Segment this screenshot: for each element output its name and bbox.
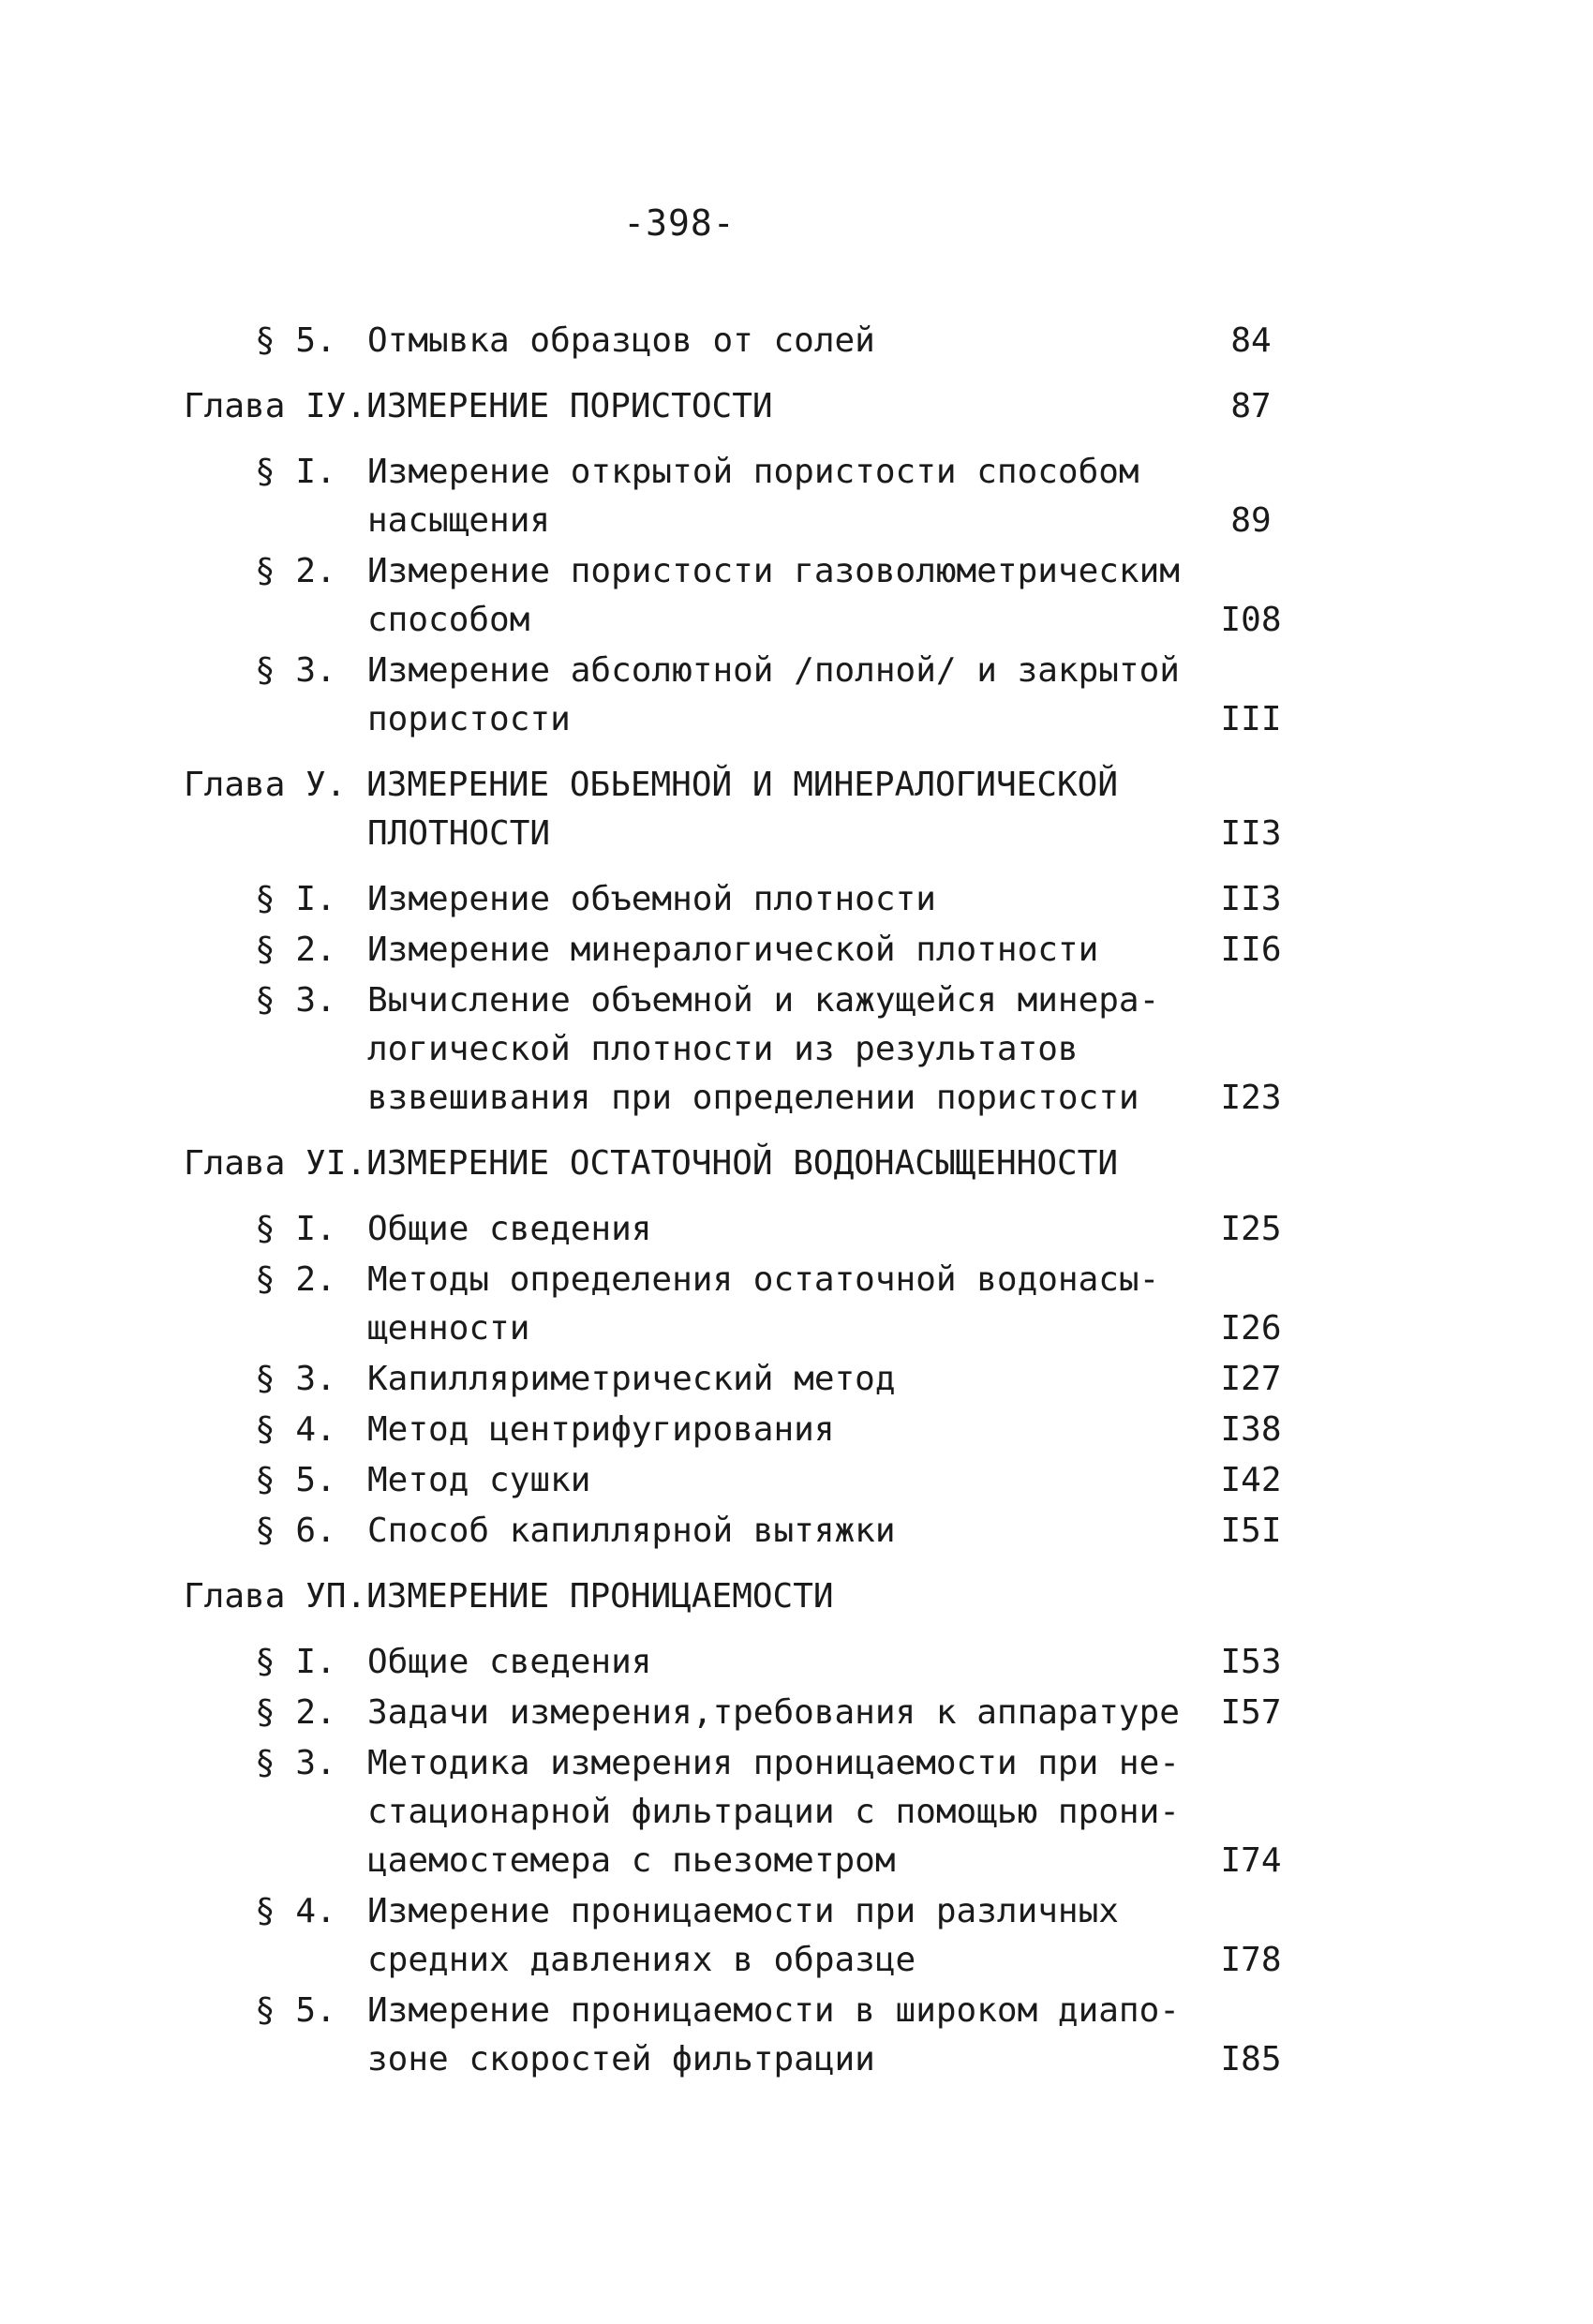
entry-title: Методика измерения проницаемости при не- стационарной фильтрации с помощью прони- цаемостемера с пьезометром <box>367 1744 1180 1880</box>
paragraph-label: § 3. <box>255 1360 336 1398</box>
entry-page: I78 <box>1220 1941 1282 1979</box>
paragraph-label: § 5. <box>255 1461 336 1499</box>
toc-entry <box>0 1887 1593 1985</box>
paragraph-label: § 3. <box>255 651 336 690</box>
entry-title: Измерение объемной плотности <box>367 880 936 918</box>
paragraph-label: § 2. <box>255 1693 336 1732</box>
toc-entry <box>0 926 1593 975</box>
toc-entry <box>0 1205 1593 1254</box>
entry-page: I42 <box>1220 1461 1282 1499</box>
entry-page: I57 <box>1220 1693 1282 1732</box>
paragraph-label: § 2. <box>255 1260 336 1299</box>
paragraph-label: § 6. <box>255 1512 336 1550</box>
paragraph-label: § 3. <box>255 981 336 1020</box>
paragraph-label: § 3. <box>255 1744 336 1782</box>
toc-entry <box>0 1507 1593 1556</box>
entry-page: II6 <box>1220 931 1282 969</box>
entry-page: I85 <box>1220 2040 1282 2078</box>
toc-entry <box>0 647 1593 744</box>
chapter-label: Глава У. <box>184 766 347 804</box>
toc-entry <box>0 448 1593 545</box>
entry-page: I53 <box>1220 1643 1282 1681</box>
entry-page: I5I <box>1220 1512 1282 1550</box>
entry-title: Метод сушки <box>367 1461 591 1499</box>
paragraph-label: § 5. <box>255 1991 336 2030</box>
entry-title: Вычисление объемной и кажущейся минера- логической плотности из результатов взвешивания при определении пористости <box>367 981 1160 1117</box>
entry-title: Измерение абсолютной /полной/ и закрытой пористости <box>367 651 1180 738</box>
entry-title: Задачи измерения,требования к аппаратуре <box>367 1693 1180 1732</box>
entry-title: Капилляриметрический метод <box>367 1360 896 1398</box>
toc-entry <box>0 317 1593 365</box>
toc-entry <box>0 1456 1593 1505</box>
paragraph-label: § I. <box>255 453 336 491</box>
entry-title: Методы определения остаточной водонасы- щенности <box>367 1260 1160 1348</box>
paragraph-label: § I. <box>255 1210 336 1248</box>
entry-page: 84 <box>1230 321 1272 360</box>
chapter-title <box>184 1572 1593 1621</box>
toc-chapter <box>0 382 1593 431</box>
paragraph-label: § I. <box>255 1643 336 1681</box>
entry-title: Метод центрифугирования <box>367 1410 835 1449</box>
toc-entry <box>0 1638 1593 1687</box>
chapter-label: Глава IУ. <box>184 387 367 425</box>
entry-title: Способ капиллярной вытяжки <box>367 1512 896 1550</box>
paragraph-label: § 4. <box>255 1892 336 1930</box>
toc-entry <box>0 1689 1593 1737</box>
chapter-heading: ИЗМЕРЕНИЕ ПОРИСТОСТИ <box>366 387 773 425</box>
entry-page: I25 <box>1220 1210 1282 1248</box>
toc-entry <box>0 1355 1593 1404</box>
entry-page: II3 <box>1220 814 1282 853</box>
entry-page: I38 <box>1220 1410 1282 1449</box>
chapter-label: Глава УП. <box>184 1577 367 1616</box>
toc-entry <box>0 976 1593 1123</box>
entry-page: I08 <box>1220 601 1282 639</box>
chapter-title <box>184 761 1593 810</box>
entry-title: Измерение минералогической плотности <box>367 931 1099 969</box>
entry-page: I23 <box>1220 1079 1282 1117</box>
entry-page: 89 <box>1230 501 1272 540</box>
page-number: -398- <box>623 202 736 244</box>
paragraph-label: § 2. <box>255 931 336 969</box>
entry-title: Общие сведения <box>367 1643 652 1681</box>
chapter-heading: ИЗМЕРЕНИЕ ПРОНИЦАЕМОСТИ <box>366 1577 834 1616</box>
entry-page: I74 <box>1220 1841 1282 1880</box>
entry-page: III <box>1220 700 1282 738</box>
toc-entry <box>0 547 1593 645</box>
entry-title: Измерение пористости газоволюметрическим способом <box>367 552 1180 639</box>
toc-entry <box>0 875 1593 924</box>
toc-chapter <box>0 761 1593 858</box>
chapter-label: Глава УI. <box>184 1144 367 1183</box>
paragraph-label: § 5. <box>255 321 336 360</box>
chapter-heading: ИЗМЕРЕНИЕ ОБЬЕМНОЙ И МИНЕРАЛОГИЧЕСКОЙ <box>366 766 1119 804</box>
toc-entry <box>0 1739 1593 1885</box>
entry-page: II3 <box>1220 880 1282 918</box>
toc-chapter <box>0 1140 1593 1188</box>
table-of-contents <box>0 317 1593 2086</box>
toc-entry <box>0 1987 1593 2084</box>
toc-chapter <box>0 1572 1593 1621</box>
toc-entry <box>0 1406 1593 1454</box>
chapter-title <box>184 1140 1593 1188</box>
entry-page: I26 <box>1220 1309 1282 1348</box>
chapter-heading: ИЗМЕРЕНИЕ ОСТАТОЧНОЙ ВОДОНАСЫЩЕННОСТИ <box>366 1144 1119 1183</box>
entry-page: I27 <box>1220 1360 1282 1398</box>
paragraph-label: § I. <box>255 880 336 918</box>
toc-entry <box>0 1256 1593 1353</box>
chapter-title <box>184 382 1593 431</box>
entry-title: Измерение проницаемости при различных средних давлениях в образце <box>367 1892 1119 1979</box>
entry-title: Отмывка образцов от солей <box>367 321 875 360</box>
paragraph-label: § 4. <box>255 1410 336 1449</box>
chapter-title-continued: ПЛОТНОСТИ <box>367 814 551 853</box>
entry-title: Общие сведения <box>367 1210 652 1248</box>
paragraph-label: § 2. <box>255 552 336 590</box>
entry-page: 87 <box>1230 387 1272 425</box>
entry-title: Измерение проницаемости в широком диапо- зоне скоростей фильтрации <box>367 1991 1180 2078</box>
entry-title: Измерение открытой пористости способом насыщения <box>367 453 1139 540</box>
